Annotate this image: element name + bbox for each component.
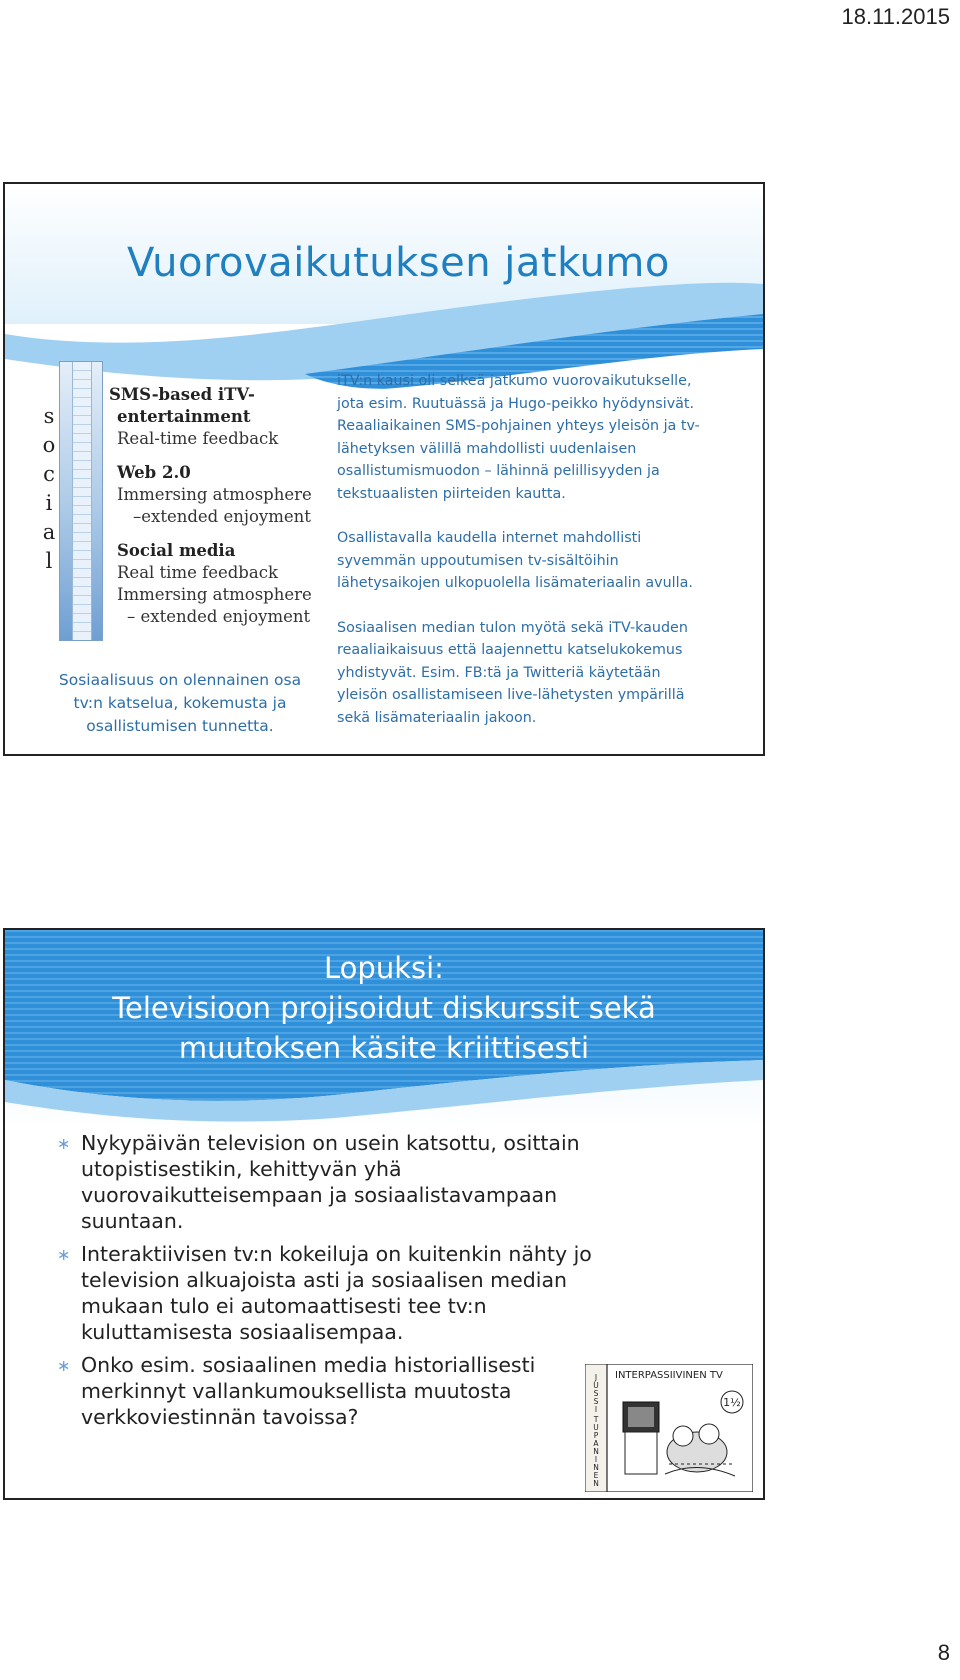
level-heading: Social media bbox=[117, 541, 236, 560]
text-line: lähetysaikojen ulkopuolella lisämateriaalin avulla. bbox=[337, 575, 693, 591]
level-line: – extended enjoyment bbox=[127, 607, 311, 626]
title-line: Lopuksi: bbox=[324, 951, 444, 985]
paragraph-participatory bbox=[337, 527, 757, 595]
asterisk-bullet-icon: ∗ bbox=[57, 1134, 71, 1153]
page-date: 18.11.2015 bbox=[841, 4, 950, 29]
cartoon-side-text: J U S S I T U P A N I N E N bbox=[593, 1373, 599, 1488]
text-line: tekstuaalisten piirteiden kautta. bbox=[337, 485, 566, 502]
level-line: –extended enjoyment bbox=[133, 507, 311, 526]
text-line: yhdistyvät. Esim. FB:tä ja Twitteriä käytetään bbox=[337, 664, 661, 681]
text-line: merkinnyt vallankumouksellista muutosta bbox=[81, 1379, 512, 1403]
text-line: Nykypäivän television on usein katsottu, osittain bbox=[81, 1131, 580, 1155]
text-line: utopistisestikin, kehittyvän yhä bbox=[81, 1157, 402, 1181]
letter: o bbox=[42, 433, 56, 457]
slide-conclusion bbox=[3, 928, 765, 1500]
text-line: Interaktiivisen tv:n kokeiluja on kuitenkin nähty jo bbox=[81, 1242, 592, 1266]
level-line: Real time feedback bbox=[117, 563, 278, 582]
text-line: osallistumismuodon – lähinnä pelillisyyden ja bbox=[337, 463, 660, 479]
slide-continuum bbox=[3, 182, 765, 756]
level-line: Real-time feedback bbox=[117, 429, 279, 448]
continuum-levels bbox=[109, 384, 319, 640]
continuum-bar bbox=[59, 361, 103, 641]
text-line: lähetyksen välillä mahdollisti uudenlaisen bbox=[337, 440, 637, 457]
letter: l bbox=[45, 549, 53, 573]
asterisk-bullet-icon: ∗ bbox=[57, 1356, 71, 1375]
level-line: Immersing atmosphere bbox=[117, 585, 312, 604]
letter: c bbox=[43, 462, 55, 486]
text-line: Reaaliaikainen SMS-pohjainen yhteys yleisön ja tv- bbox=[337, 418, 700, 434]
text-line: jota esim. Ruutuässä ja Hugo-peikko hyödynsivät. bbox=[337, 395, 695, 412]
text-line: kuluttamisesta sosiaalisempaa. bbox=[81, 1320, 404, 1344]
caption-line: osallistumisen tunnetta. bbox=[86, 717, 274, 735]
text-line: reaaliaikaisuus että laajennettu katselukokemus bbox=[337, 642, 683, 658]
sociality-caption bbox=[45, 669, 315, 738]
text-line: vuorovaikutteisempaan ja sosiaalistavampaan bbox=[81, 1183, 558, 1207]
level-sms-itv bbox=[109, 384, 319, 450]
caption-line: Sosiaalisuus on olennainen osa bbox=[58, 671, 302, 689]
bullet-item bbox=[57, 1241, 641, 1345]
text-line: syvemmän uppoutumisen tv-sisältöihin bbox=[337, 552, 619, 569]
level-heading: Web 2.0 bbox=[117, 463, 191, 482]
text-line: iTV:n kausi oli selkeä jatkumo vuorovaikutukselle, bbox=[337, 373, 692, 389]
page-number: 8 bbox=[937, 1640, 950, 1665]
text-line: verkkoviestinnän tavoissa? bbox=[81, 1405, 359, 1429]
bullet-item bbox=[57, 1130, 641, 1234]
level-heading: entertainment bbox=[117, 407, 251, 426]
text-line: sekä lisämateriaalin jakoon. bbox=[337, 709, 537, 726]
letter: i bbox=[45, 491, 53, 515]
letter: a bbox=[42, 520, 56, 544]
bullet-item bbox=[57, 1352, 641, 1430]
level-heading: SMS-based iTV- bbox=[109, 385, 255, 404]
text-line: Sosiaalisen median tulon myötä sekä iTV-kauden bbox=[337, 619, 688, 636]
level-line: Immersing atmosphere bbox=[117, 485, 312, 504]
caption-line: tv:n katselua, kokemusta ja bbox=[73, 694, 287, 712]
cartoon-badge: 1½ bbox=[723, 1396, 741, 1409]
level-web2 bbox=[109, 462, 319, 528]
title-line: muutoksen käsite kriittisesti bbox=[178, 1031, 590, 1065]
social-vertical-word bbox=[41, 402, 57, 576]
text-line: Osallistavalla kaudella internet mahdollisti bbox=[337, 530, 642, 546]
slide-title bbox=[5, 948, 763, 1068]
text-line: television alkuajoista asti ja sosiaalisen median bbox=[81, 1268, 568, 1292]
paragraph-social-media bbox=[337, 617, 757, 730]
slide-body-text bbox=[337, 370, 757, 751]
text-line: suuntaan. bbox=[81, 1209, 184, 1233]
interpassive-tv-cartoon bbox=[585, 1364, 753, 1492]
level-social-media bbox=[109, 540, 319, 628]
text-line: yleisön osallistamiseen live-lähetysten ympärillä bbox=[337, 687, 685, 703]
letter: s bbox=[43, 404, 55, 428]
title-line: Televisioon projisoidut diskurssit sekä bbox=[112, 991, 656, 1025]
asterisk-bullet-icon: ∗ bbox=[57, 1245, 71, 1264]
text-line: mukaan tulo ei automaattisesti tee tv:n bbox=[81, 1294, 487, 1318]
bullet-list bbox=[57, 1130, 641, 1437]
cartoon-caption: INTERPASSIIVINEN TV bbox=[615, 1370, 723, 1381]
text-line: Onko esim. sosiaalinen media historiallisesti bbox=[81, 1353, 536, 1377]
paragraph-itv bbox=[337, 370, 757, 505]
slide-title: Vuorovaikutuksen jatkumo bbox=[127, 240, 670, 286]
